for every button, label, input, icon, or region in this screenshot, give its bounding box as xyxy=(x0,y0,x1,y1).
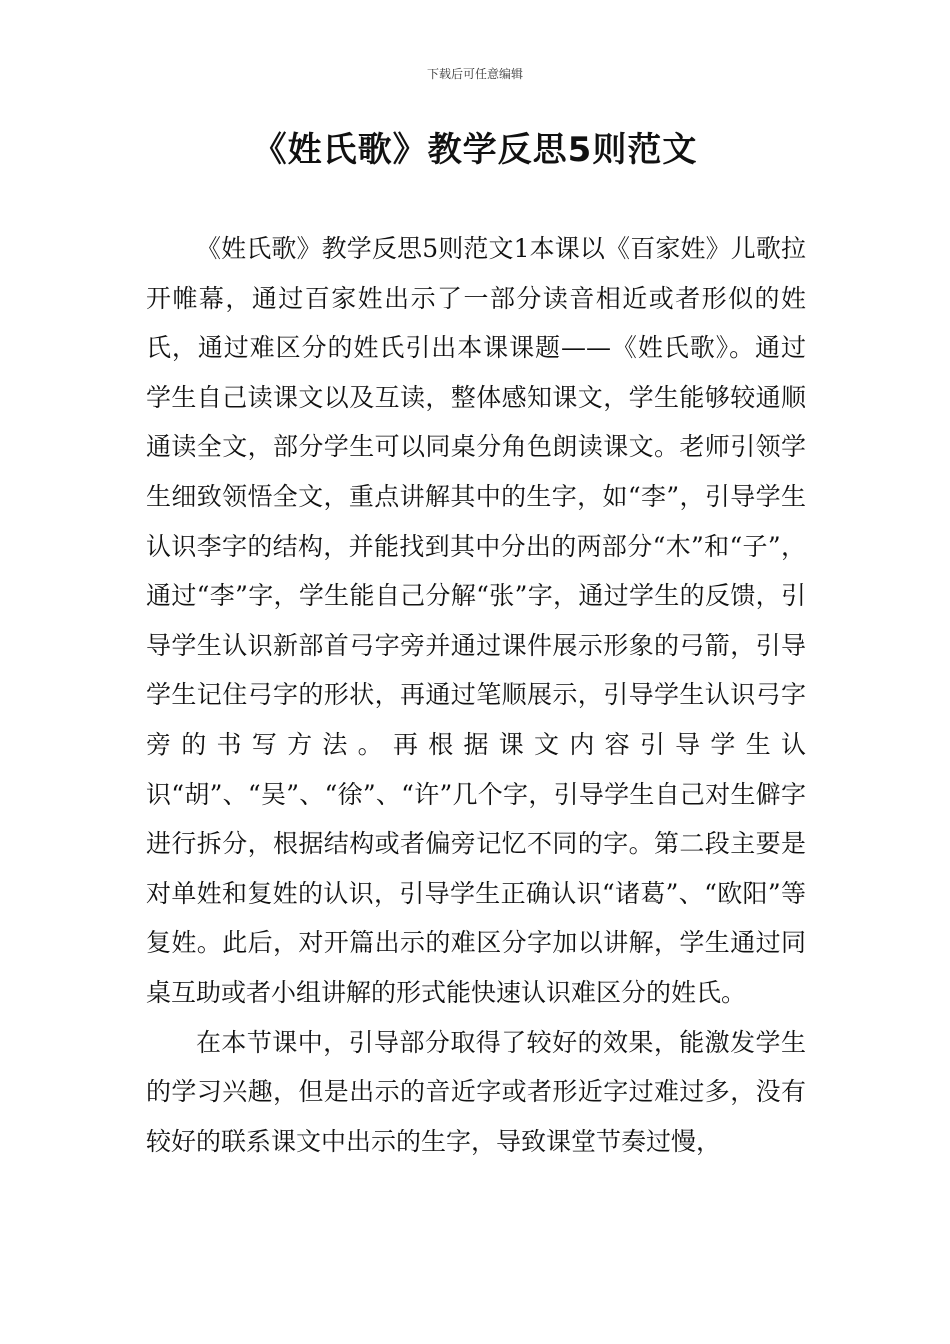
paragraph-2: 在本节课中，引导部分取得了较好的效果，能激发学生的学习兴趣，但是出示的音近字或者形近字过难过多，没有较好的联系课文中出示的生字，导致课堂节奏过慢， xyxy=(146,1027,806,1156)
header-note: 下载后可任意编辑 xyxy=(426,67,523,81)
document-body xyxy=(146,224,806,1166)
document-title: 《姓氏歌》教学反思5则范文 xyxy=(252,130,698,170)
paragraph-1: 《姓氏歌》教学反思5则范文1本课以《百家姓》儿歌拉开帷幕，通过百家姓出示了一部分读音相近或者形似的姓氏，通过难区分的姓氏引出本课课题——《姓氏歌》。通过学生自己读课文以及互读，整体感知课文，学生能够较通顺通读全文，部分学生可以同桌分角色朗读课文。老师引领学生细致领悟全文，重点讲解其中的生字，如“李”，引导学生认识李字的结构，并能找到其中分出的两部分“木”和“子”，通过“李”字，学生能自己分解“张”字，通过学生的反馈，引导学生认识新部首弓字旁并通过课件展示形象的弓箭，引导学生记住弓字的形状，再通过笔顺展示，引导学生认识弓字旁的书写方法。再根据课文内容引导学生认识“胡”、“吴”、“徐”、“许”几个字，引导学生自己对生僻字进行拆分，根据结构或者偏旁记忆不同的字。第二段主要是对单姓和复姓的认识，引导学生正确认识“诸葛”、“欧阳”等复姓。此后，对开篇出示的难区分字加以讲解，学生通过同桌互助或者小组讲解的形式能快速认识难区分的姓氏。 xyxy=(146,234,806,1007)
